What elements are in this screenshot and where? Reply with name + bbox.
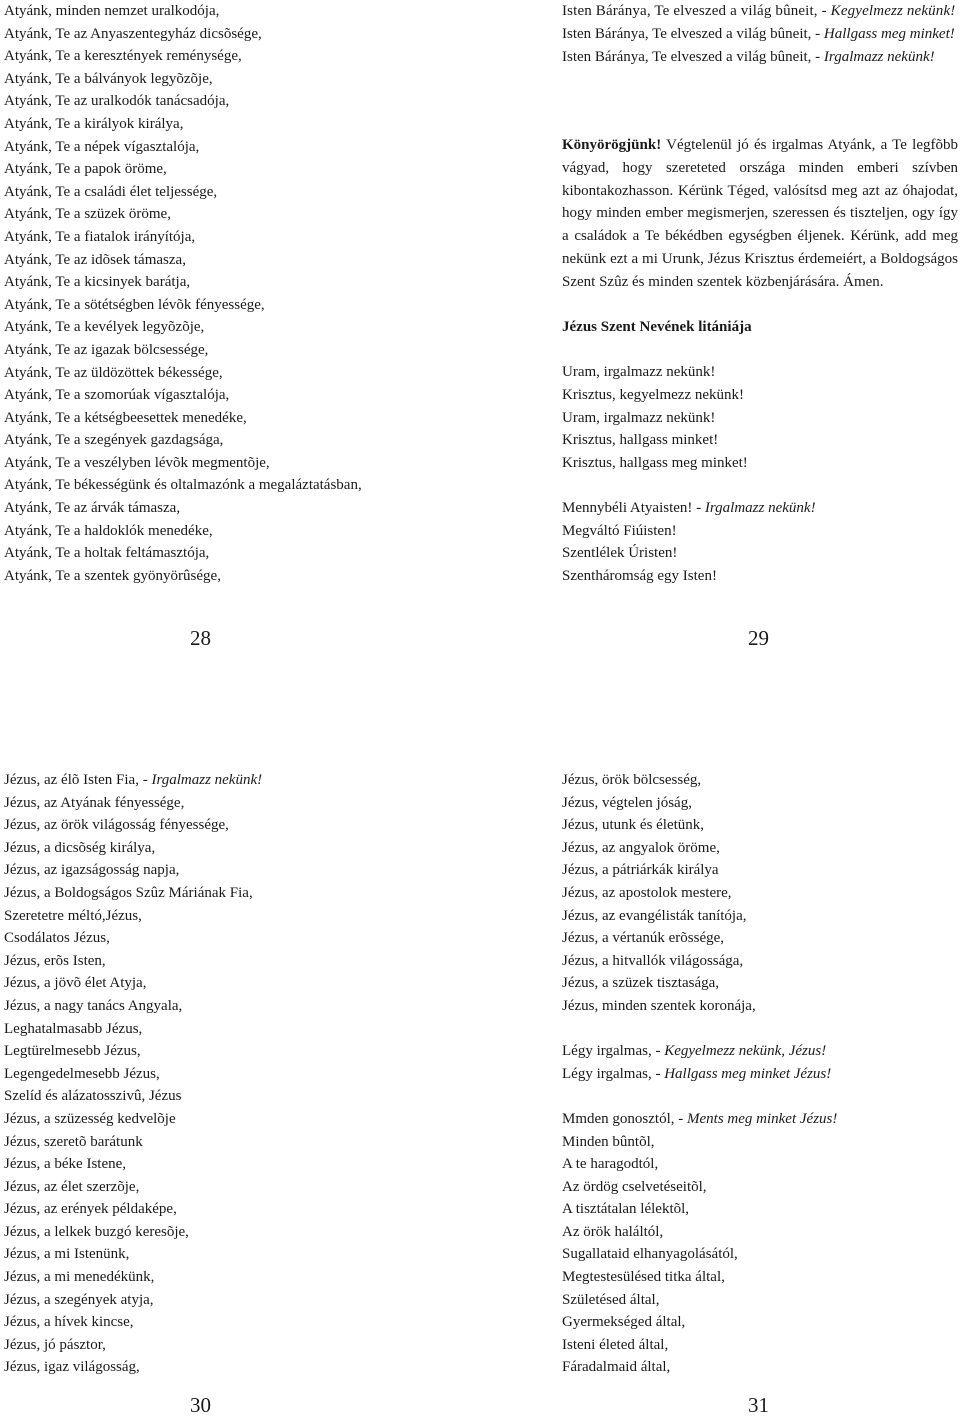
- litany-line: Atyánk, Te a papok öröme,: [4, 161, 167, 178]
- page-29: [562, 134, 958, 587]
- litany-line: Jézus, a mi menedékünk,: [4, 1269, 155, 1286]
- mercy-line-2: Légy irgalmas, - Hallgass meg minket Jézus!: [562, 1065, 832, 1082]
- deliver-item: A te haragodtól,: [562, 1156, 659, 1173]
- mercy-line-1: Légy irgalmas, - Kegyelmezz nekünk, Jézus!: [562, 1043, 827, 1060]
- litany-line: Jézus, jó pásztor,: [4, 1336, 106, 1353]
- deliver-item: Sugallataid elhanyagolásától,: [562, 1246, 738, 1263]
- kyrie-line: Uram, irgalmazz nekünk!: [562, 409, 716, 426]
- litany-line: Atyánk, Te a népek vígasztalója,: [4, 138, 200, 155]
- deliver-item: Gyermekséged által,: [562, 1314, 686, 1331]
- section-title: Jézus Szent Nevének litániája: [562, 319, 752, 336]
- litany-line: Atyánk, Te a haldoklók menedéke,: [4, 522, 213, 539]
- page-31: [562, 769, 958, 1379]
- litany-line: Atyánk, Te a kevélyek legyõzõje,: [4, 319, 205, 336]
- litany-line: Atyánk, Te a bálványok legyõzõje,: [4, 70, 213, 87]
- deliver-line: Mmden gonosztól, - Ments meg minket Jézus!: [562, 1110, 838, 1127]
- agnus-dei-1: Isten Báránya, Te elveszed a világ bûneit, - Kegyelmezz nekünk!: [562, 3, 956, 19]
- litany-line: Atyánk, Te a fiatalok irányítója,: [4, 228, 196, 245]
- litany-line: Jézus, örök bölcsesség,: [562, 772, 702, 788]
- litany-line: Atyánk, Te a veszélyben lévõk megmentõje,: [4, 454, 270, 471]
- deliver-item: A tisztátalan lélektõl,: [562, 1201, 690, 1218]
- litany-line: Jézus, az igazságosság napja,: [4, 862, 180, 879]
- litany-line: Jézus, szeretõ barátunk: [4, 1133, 143, 1150]
- litany-line: Atyánk, Te az idõsek támasza,: [4, 251, 186, 268]
- agnus-dei-2: Isten Báránya, Te elveszed a világ bûneit, - Hallgass meg minket!: [562, 25, 955, 42]
- litany-line: Atyánk, Te az igazak bölcsessége,: [4, 341, 209, 358]
- page-28: [4, 0, 424, 587]
- litany-first-line: Mennybéli Atyaisten! - Irgalmazz nekünk!: [562, 499, 816, 516]
- litany-line: Atyánk, Te az uralkodók tanácsadója,: [4, 93, 230, 110]
- litany-line-first: Jézus, az élõ Isten Fia, - Irgalmazz nekünk!: [4, 772, 263, 788]
- litany-line: Jézus, a hitvallók világossága,: [562, 952, 744, 969]
- litany-line: Jézus, a dicsõség királya,: [4, 839, 156, 856]
- kyrie-line: Uram, irgalmazz nekünk!: [562, 364, 716, 381]
- litany-line: Szelíd és alázatosszivû, Jézus: [4, 1088, 182, 1105]
- litany-line: Jézus, az apostolok mestere,: [562, 884, 732, 901]
- litany-line: Legengedelmesebb Jézus,: [4, 1065, 160, 1082]
- agnus-dei-3: Isten Báránya, Te elveszed a világ bûneit, - Irgalmazz nekünk!: [562, 48, 935, 65]
- litany-line: Jézus, a jövõ élet Atyja,: [4, 975, 147, 992]
- litany-line: Atyánk, Te a szomorúak vígasztalója,: [4, 387, 230, 404]
- litany-line: Atyánk, Te a családi élet teljessége,: [4, 183, 218, 200]
- trinity-list: [562, 520, 958, 588]
- litany-line: Atyánk, Te a holtak feltámasztója,: [4, 545, 210, 562]
- litany-line: Atyánk, Te a királyok királya,: [4, 115, 184, 132]
- deliver-item: Az örök haláltól,: [562, 1223, 664, 1240]
- litany-line: Jézus, a lelkek buzgó keresõje,: [4, 1223, 189, 1240]
- litany-line: Atyánk, Te az üldözöttek békessége,: [4, 364, 223, 381]
- litany-line: Jézus, minden szentek koronája,: [562, 997, 756, 1014]
- litany-line: Jézus, a béke Istene,: [4, 1156, 127, 1173]
- kyrie-line: Krisztus, kegyelmezz nekünk!: [562, 386, 745, 403]
- litany-line: Legtürelmesebb Jézus,: [4, 1043, 141, 1060]
- deliver-item: Születésed által,: [562, 1291, 660, 1308]
- litany-line: Jézus, igaz világosság,: [4, 1359, 140, 1376]
- litany-line: Jézus, utunk és életünk,: [562, 817, 705, 834]
- litany-line: Atyánk, Te a kétségbeesettek menedéke,: [4, 409, 247, 426]
- deliver-item: Minden bûntõl,: [562, 1133, 655, 1150]
- kyrie-line: Krisztus, hallgass minket!: [562, 432, 719, 449]
- litany-line: Jézus, a nagy tanács Angyala,: [4, 997, 183, 1014]
- litany-line: Atyánk, Te a keresztények reménysége,: [4, 48, 242, 65]
- litany-line: Jézus, a szegények atyja,: [4, 1291, 154, 1308]
- litany-line: Jézus, a mi Istenünk,: [4, 1246, 130, 1263]
- litany-line: Jézus, az Atyának fényessége,: [4, 794, 185, 811]
- deliver-item: Fáradalmaid által,: [562, 1359, 671, 1376]
- litany-line: Szentháromság egy Isten!: [562, 567, 717, 584]
- litany-line: Atyánk, Te a sötétségben lévõk fényessége,: [4, 296, 265, 313]
- litany-line: Atyánk, minden nemzet uralkodója,: [4, 3, 220, 19]
- litany-line: Jézus, az angyalok öröme,: [562, 839, 720, 856]
- litany-line: Jézus, a szüzek tisztasága,: [562, 975, 720, 992]
- kyrie-list: [562, 361, 958, 474]
- litany-line: Jézus, az evangélisták tanítója,: [562, 907, 747, 924]
- page-number-29: 29: [748, 626, 769, 650]
- litany-line: Jézus, erõs Isten,: [4, 952, 106, 969]
- deliver-item: Az ördög cselvetéseitõl,: [562, 1178, 707, 1195]
- litany-line: Jézus, az erények példaképe,: [4, 1201, 177, 1218]
- litany-line: Jézus, a hívek kincse,: [4, 1314, 134, 1331]
- litany-list: [562, 769, 958, 1018]
- litany-line: Jézus, a szüzesség kedvelõje: [4, 1110, 176, 1127]
- litany-line: Atyánk, Te az Anyaszentegyház dicsõsége,: [4, 25, 262, 42]
- deliver-item: Isteni életed által,: [562, 1336, 669, 1353]
- page-number-28: 28: [190, 626, 211, 650]
- litany-line: Atyánk, Te a szüzek öröme,: [4, 206, 171, 223]
- litany-line: Szentlélek Úristen!: [562, 545, 678, 562]
- litany-line: Atyánk, Te békességünk és oltalmazónk a megaláztatásban,: [4, 477, 362, 494]
- litany-line: Atyánk, Te az árvák támasza,: [4, 500, 181, 517]
- litany-line: Atyánk, Te a kicsinyek barátja,: [4, 274, 191, 291]
- page-number-31: 31: [748, 1393, 769, 1417]
- litany-line: Megváltó Fiúisten!: [562, 522, 677, 539]
- litany-line: Jézus, a vértanúk erõssége,: [562, 930, 725, 947]
- litany-line: Jézus, a pátriárkák királya: [562, 862, 719, 879]
- litany-list: [4, 792, 424, 1379]
- page-29-top: [562, 0, 958, 68]
- litany-line: Leghatalmasabb Jézus,: [4, 1020, 143, 1037]
- deliver-item: Megtestesülésed titka által,: [562, 1269, 725, 1286]
- litany-line: Atyánk, Te a szegények gazdagsága,: [4, 432, 224, 449]
- litany-line: Jézus, végtelen jóság,: [562, 794, 692, 811]
- litany-line: Jézus, az örök világosság fényessége,: [4, 817, 229, 834]
- page-number-30: 30: [190, 1393, 211, 1417]
- litany-line: Atyánk, Te a szentek gyönyörûsége,: [4, 567, 221, 584]
- kyrie-line: Krisztus, hallgass meg minket!: [562, 454, 748, 471]
- deliver-list: [562, 1131, 958, 1380]
- closing-prayer: Könyörögjünk! Végtelenül jó és irgalmas Atyánk, a Te legfõbb vágyad, hogy szereteted országa minden emberi szívben kibontakozhasson. Kérünk Téged, valósítsd meg azt az óhajodat, hogy minden ember megismerjen, szeressen és tiszteljen, ogy így a családok a Te békédben egységben éljenek. Kérünk, add meg nekünk ezt a mi Urunk, Jézus Krisztus érdemeiért, a Boldogságos Szent Szûz és minden szentek közbenjárására. Ámen.: [562, 137, 958, 290]
- litany-line: Jézus, a Boldogságos Szûz Máriának Fia,: [4, 884, 253, 901]
- litany-line: Jézus, az élet szerzõje,: [4, 1178, 140, 1195]
- litany-line: Csodálatos Jézus,: [4, 930, 110, 947]
- litany-line: Szeretetre méltó,Jézus,: [4, 907, 142, 924]
- page-30: [4, 769, 424, 1379]
